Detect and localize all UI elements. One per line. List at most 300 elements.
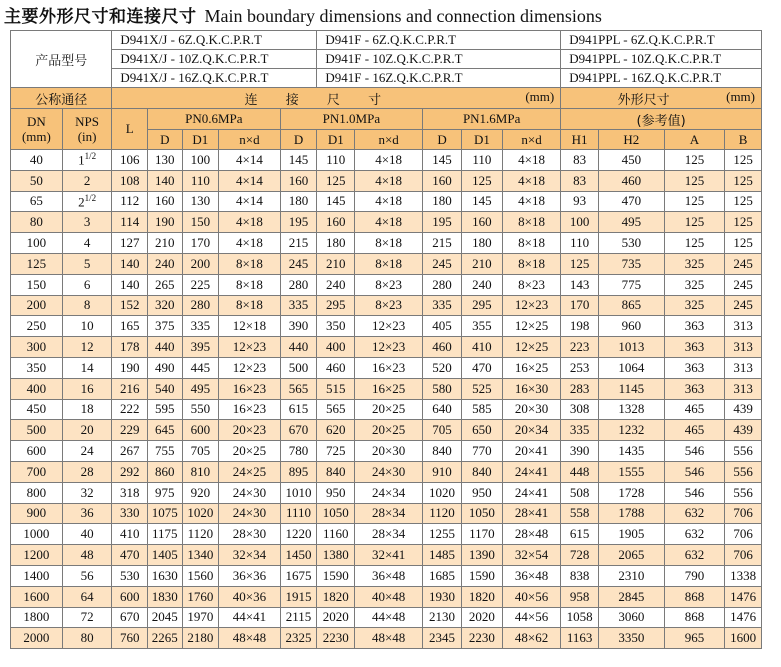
a-cell: 632	[664, 524, 724, 545]
l-cell: 178	[112, 337, 148, 358]
h2-cell: 1145	[598, 378, 664, 399]
h1-cell: 125	[561, 253, 599, 274]
pn06-d1-cell: 335	[182, 316, 219, 337]
l-cell: 106	[112, 150, 148, 171]
pn16-nxd-cell: 8×18	[502, 212, 560, 233]
pn10-nxd-cell: 20×30	[355, 441, 423, 462]
pn06-d-cell: 320	[148, 295, 183, 316]
pn06-d1-cell: 495	[182, 378, 219, 399]
pn10-d1-cell: 1590	[317, 565, 355, 586]
pn10-d1-cell: 110	[317, 150, 355, 171]
a-cell: 125	[664, 191, 724, 212]
pn16-nxd-cell: 28×48	[502, 524, 560, 545]
dn-cell: 900	[11, 503, 63, 524]
table-row	[11, 399, 762, 420]
a-cell: 632	[664, 503, 724, 524]
dn-cell: 50	[11, 170, 63, 191]
table-row	[11, 628, 762, 649]
h1-cell: 728	[561, 545, 599, 566]
pn10-d1-cell: 1050	[317, 503, 355, 524]
pn16-d1-cell: 180	[461, 233, 502, 254]
pn10-nxd-cell: 28×34	[355, 503, 423, 524]
a-cell: 125	[664, 233, 724, 254]
nps-cell: 4	[62, 233, 112, 254]
pn16-d1-cell: 145	[461, 191, 502, 212]
pn06-d1-cell: 1120	[182, 524, 219, 545]
pn16-d1-cell: 240	[461, 274, 502, 295]
pn16-d-cell: 1020	[423, 482, 462, 503]
a-cell: 546	[664, 441, 724, 462]
pn06-d1-cell: 280	[182, 295, 219, 316]
h2-cell: 1905	[598, 524, 664, 545]
h2-cell: 1013	[598, 337, 664, 358]
nps-cell: 56	[62, 565, 112, 586]
l-cell: 140	[112, 274, 148, 295]
pn06-d-cell: 240	[148, 253, 183, 274]
a-cell: 868	[664, 586, 724, 607]
pn10-header: PN1.0MPa	[280, 109, 422, 130]
a-cell: 125	[664, 170, 724, 191]
pn10-d-cell: 390	[280, 316, 317, 337]
overall-unit: (mm)	[726, 88, 755, 104]
table-row	[11, 295, 762, 316]
connection-dimensions-label: 连 接 尺 寸	[244, 92, 394, 108]
table-row	[11, 191, 762, 212]
pn06-d-cell: 1830	[148, 586, 183, 607]
nps-whole: 2	[78, 194, 85, 210]
dn-cell: 800	[11, 482, 63, 503]
pn06-d1-cell: 170	[182, 233, 219, 254]
table-row	[11, 170, 762, 191]
b-cell: 556	[725, 461, 762, 482]
model-cell: D941F - 16Z.Q.K.C.P.R.T	[317, 69, 561, 88]
pn06-d1-cell: 1340	[182, 545, 219, 566]
model-cell: D941PPL - 6Z.Q.K.C.P.R.T	[561, 31, 762, 50]
pn06-d-cell: 540	[148, 378, 183, 399]
pn10-nxd-cell: 20×25	[355, 399, 423, 420]
pn06-d-cell: 140	[148, 170, 183, 191]
b-cell: 556	[725, 482, 762, 503]
pn16-d-cell: 1255	[423, 524, 462, 545]
pn06-d-cell: 130	[148, 150, 183, 171]
model-cell: D941X/J - 6Z.Q.K.C.P.R.T	[112, 31, 317, 50]
pn10-d1-cell: 515	[317, 378, 355, 399]
pn06-d-cell: 210	[148, 233, 183, 254]
h2-cell: 2065	[598, 545, 664, 566]
h2-cell: 1555	[598, 461, 664, 482]
pn10-d-cell: 2115	[280, 607, 317, 628]
pn16-d1-cell: 770	[461, 441, 502, 462]
pn10-d1-cell: 350	[317, 316, 355, 337]
pn10-d1-cell: 180	[317, 233, 355, 254]
pn16-d1-cell: 1820	[461, 586, 502, 607]
b-cell: 313	[725, 337, 762, 358]
pn06-d1-cell: 110	[182, 170, 219, 191]
table-row	[11, 482, 762, 503]
pn10-d1-cell: 950	[317, 482, 355, 503]
pn16-d-cell: 460	[423, 337, 462, 358]
pn16-d-cell: 580	[423, 378, 462, 399]
pn16-nxd-cell: 12×23	[502, 295, 560, 316]
col-h2: H2	[598, 130, 664, 150]
pn06-nxd-cell: 16×23	[219, 378, 280, 399]
b-cell: 313	[725, 316, 762, 337]
dn-cell: 150	[11, 274, 63, 295]
pn06-d-cell: 2045	[148, 607, 183, 628]
pn10-d1-cell: 565	[317, 399, 355, 420]
b-cell: 439	[725, 399, 762, 420]
pn06-d-cell: 860	[148, 461, 183, 482]
pn16-nxd-cell: 8×18	[502, 253, 560, 274]
pn16-d1-cell: 650	[461, 420, 502, 441]
h2-cell: 450	[598, 150, 664, 171]
pn10-d-cell: 145	[280, 150, 317, 171]
pn06-d-cell: 1405	[148, 545, 183, 566]
pn06-d1-cell: 705	[182, 441, 219, 462]
h1-cell: 93	[561, 191, 599, 212]
table-row	[11, 316, 762, 337]
h2-cell: 1328	[598, 399, 664, 420]
nps-cell: 18	[62, 399, 112, 420]
header-row-1	[11, 88, 762, 109]
table-row	[11, 233, 762, 254]
a-cell: 632	[664, 545, 724, 566]
pn06-nxd-cell: 12×18	[219, 316, 280, 337]
pn16-d-cell: 335	[423, 295, 462, 316]
h1-cell: 308	[561, 399, 599, 420]
pn06-nxd-cell: 12×23	[219, 337, 280, 358]
pn16-nxd-cell: 20×34	[502, 420, 560, 441]
nps-cell: 2	[62, 170, 112, 191]
h1-cell: 100	[561, 212, 599, 233]
pn06-nxd-cell: 4×14	[219, 170, 280, 191]
nps-cell: 10	[62, 316, 112, 337]
table-row	[11, 357, 762, 378]
h2-cell: 460	[598, 170, 664, 191]
model-cell: D941PPL - 10Z.Q.K.C.P.R.T	[561, 50, 762, 69]
pn10-d-cell: 1220	[280, 524, 317, 545]
a-cell: 465	[664, 399, 724, 420]
pn16-d1-cell: 410	[461, 337, 502, 358]
pn06-d-cell: 1075	[148, 503, 183, 524]
dimensions-table	[10, 30, 762, 649]
pn10-d-cell: 615	[280, 399, 317, 420]
nps-cell: 72	[62, 607, 112, 628]
pn16-d1-cell: 1390	[461, 545, 502, 566]
b-cell: 245	[725, 274, 762, 295]
b-cell: 706	[725, 524, 762, 545]
pn16-d1-cell: 125	[461, 170, 502, 191]
h2-cell: 3350	[598, 628, 664, 649]
pn06-nxd-cell: 8×18	[219, 274, 280, 295]
pn06-nxd-cell: 16×23	[219, 399, 280, 420]
model-cell: D941F - 10Z.Q.K.C.P.R.T	[317, 50, 561, 69]
col-h1: H1	[561, 130, 599, 150]
dn-cell: 1600	[11, 586, 63, 607]
dn-cell: 2000	[11, 628, 63, 649]
pn06-nxd-cell: 36×36	[219, 565, 280, 586]
nps-cell: 36	[62, 503, 112, 524]
pn16-d1-cell: 1050	[461, 503, 502, 524]
connection-dimensions-header	[112, 88, 561, 109]
pn10-nxd-cell: 24×34	[355, 482, 423, 503]
pn16-nxd-cell: 12×25	[502, 316, 560, 337]
l-cell: 127	[112, 233, 148, 254]
h1-cell: 838	[561, 565, 599, 586]
reference-header: (参考值)	[561, 109, 762, 130]
l-cell: 229	[112, 420, 148, 441]
col-a: A	[664, 130, 724, 150]
pn10-nxd-cell: 8×23	[355, 295, 423, 316]
pn06-d1-cell: 100	[182, 150, 219, 171]
pn10-d1-cell: 1160	[317, 524, 355, 545]
col-nxd: n×d	[219, 130, 280, 150]
pn16-d-cell: 910	[423, 461, 462, 482]
header-row-2	[11, 109, 762, 130]
dn-cell: 600	[11, 441, 63, 462]
h2-cell: 1064	[598, 357, 664, 378]
b-cell: 706	[725, 503, 762, 524]
h1-cell: 223	[561, 337, 599, 358]
h1-cell: 283	[561, 378, 599, 399]
dn-cell: 700	[11, 461, 63, 482]
b-cell: 313	[725, 357, 762, 378]
h1-cell: 615	[561, 524, 599, 545]
pn06-d-cell: 490	[148, 357, 183, 378]
b-cell: 556	[725, 441, 762, 462]
pn10-d1-cell: 400	[317, 337, 355, 358]
pn10-nxd-cell: 36×48	[355, 565, 423, 586]
l-cell: 222	[112, 399, 148, 420]
pn10-nxd-cell: 4×18	[355, 150, 423, 171]
table-row	[11, 607, 762, 628]
pn06-nxd-cell: 48×48	[219, 628, 280, 649]
pn16-d1-cell: 160	[461, 212, 502, 233]
pn06-header: PN0.6MPa	[148, 109, 281, 130]
pn06-d1-cell: 810	[182, 461, 219, 482]
model-cell: D941X/J - 16Z.Q.K.C.P.R.T	[112, 69, 317, 88]
h2-cell: 2310	[598, 565, 664, 586]
pn10-d1-cell: 125	[317, 170, 355, 191]
table-row	[11, 524, 762, 545]
l-cell: 330	[112, 503, 148, 524]
pn06-nxd-cell: 24×30	[219, 503, 280, 524]
table-row	[11, 212, 762, 233]
a-cell: 465	[664, 420, 724, 441]
pn16-d-cell: 180	[423, 191, 462, 212]
b-cell: 125	[725, 150, 762, 171]
l-cell: 190	[112, 357, 148, 378]
pn10-nxd-cell: 4×18	[355, 170, 423, 191]
pn16-nxd-cell: 40×56	[502, 586, 560, 607]
dn-cell: 300	[11, 337, 63, 358]
pn10-d-cell: 500	[280, 357, 317, 378]
pn10-nxd-cell: 8×23	[355, 274, 423, 295]
h1-cell: 143	[561, 274, 599, 295]
pn16-d1-cell: 110	[461, 150, 502, 171]
h2-cell: 1728	[598, 482, 664, 503]
b-cell: 125	[725, 212, 762, 233]
product-model-label: 产品型号	[11, 31, 112, 88]
table-row	[11, 461, 762, 482]
dn-cell: 1200	[11, 545, 63, 566]
pn16-d1-cell: 210	[461, 253, 502, 274]
pn16-nxd-cell: 16×30	[502, 378, 560, 399]
model-row-1	[11, 31, 762, 50]
pn16-d-cell: 1685	[423, 565, 462, 586]
col-d: D	[423, 130, 462, 150]
nominal-diameter-header: 公称通径	[11, 88, 112, 109]
pn10-nxd-cell: 8×18	[355, 253, 423, 274]
pn10-d-cell: 195	[280, 212, 317, 233]
h1-cell: 198	[561, 316, 599, 337]
l-cell: 216	[112, 378, 148, 399]
l-cell: 410	[112, 524, 148, 545]
b-cell: 245	[725, 295, 762, 316]
pn10-nxd-cell: 16×25	[355, 378, 423, 399]
b-cell: 706	[725, 545, 762, 566]
a-cell: 546	[664, 461, 724, 482]
pn06-nxd-cell: 12×23	[219, 357, 280, 378]
pn06-nxd-cell: 24×30	[219, 482, 280, 503]
pn10-d1-cell: 2230	[317, 628, 355, 649]
pn10-d-cell: 335	[280, 295, 317, 316]
pn10-d-cell: 1450	[280, 545, 317, 566]
nps-cell: 32	[62, 482, 112, 503]
pn16-d1-cell: 585	[461, 399, 502, 420]
h1-cell: 558	[561, 503, 599, 524]
pn16-d-cell: 1485	[423, 545, 462, 566]
b-cell: 1600	[725, 628, 762, 649]
pn10-d-cell: 280	[280, 274, 317, 295]
l-cell: 112	[112, 191, 148, 212]
a-cell: 125	[664, 212, 724, 233]
h2-cell: 495	[598, 212, 664, 233]
h1-cell: 83	[561, 150, 599, 171]
pn06-d1-cell: 225	[182, 274, 219, 295]
pn16-d1-cell: 2020	[461, 607, 502, 628]
l-cell: 530	[112, 565, 148, 586]
h1-cell: 1058	[561, 607, 599, 628]
pn06-nxd-cell: 44×41	[219, 607, 280, 628]
pn16-d-cell: 405	[423, 316, 462, 337]
nps-cell: 6	[62, 274, 112, 295]
nps-cell: 80	[62, 628, 112, 649]
pn16-d-cell: 2345	[423, 628, 462, 649]
pn16-nxd-cell: 4×18	[502, 150, 560, 171]
pn16-nxd-cell: 28×41	[502, 503, 560, 524]
pn10-d1-cell: 460	[317, 357, 355, 378]
table-row	[11, 441, 762, 462]
pn10-d1-cell: 210	[317, 253, 355, 274]
pn16-nxd-cell: 8×23	[502, 274, 560, 295]
nps-unit: (in)	[77, 129, 97, 144]
table-row	[11, 150, 762, 171]
pn06-d-cell: 160	[148, 191, 183, 212]
overall-dimensions-label: 外形尺寸	[617, 92, 670, 108]
pn10-nxd-cell: 48×48	[355, 628, 423, 649]
h1-cell: 253	[561, 357, 599, 378]
nps-cell	[62, 150, 112, 171]
pn10-d1-cell: 725	[317, 441, 355, 462]
pn10-d-cell: 565	[280, 378, 317, 399]
pn16-d1-cell: 1170	[461, 524, 502, 545]
h1-cell: 390	[561, 441, 599, 462]
col-nxd: n×d	[502, 130, 560, 150]
nps-cell: 64	[62, 586, 112, 607]
pn10-nxd-cell: 16×23	[355, 357, 423, 378]
pn10-d-cell: 1110	[280, 503, 317, 524]
a-cell: 546	[664, 482, 724, 503]
pn10-d-cell: 160	[280, 170, 317, 191]
dn-cell: 125	[11, 253, 63, 274]
pn06-d-cell: 975	[148, 482, 183, 503]
h2-cell: 775	[598, 274, 664, 295]
pn16-d1-cell: 950	[461, 482, 502, 503]
pn16-d1-cell: 1590	[461, 565, 502, 586]
pn16-d1-cell: 525	[461, 378, 502, 399]
pn06-nxd-cell: 4×18	[219, 233, 280, 254]
pn06-d-cell: 375	[148, 316, 183, 337]
table-row	[11, 274, 762, 295]
l-cell: 140	[112, 253, 148, 274]
b-cell: 245	[725, 253, 762, 274]
pn06-nxd-cell: 4×18	[219, 212, 280, 233]
pn10-d-cell: 780	[280, 441, 317, 462]
pn06-d1-cell: 1020	[182, 503, 219, 524]
pn10-d-cell: 1915	[280, 586, 317, 607]
pn06-d-cell: 755	[148, 441, 183, 462]
dn-label: DN	[27, 114, 46, 129]
model-cell: D941F - 6Z.Q.K.C.P.R.T	[317, 31, 561, 50]
b-cell: 125	[725, 170, 762, 191]
a-cell: 325	[664, 253, 724, 274]
pn16-d1-cell: 2230	[461, 628, 502, 649]
l-cell: 114	[112, 212, 148, 233]
pn16-nxd-cell: 20×41	[502, 441, 560, 462]
h1-cell: 335	[561, 420, 599, 441]
table-row	[11, 565, 762, 586]
pn06-d-cell: 265	[148, 274, 183, 295]
pn06-d1-cell: 200	[182, 253, 219, 274]
pn16-d1-cell: 840	[461, 461, 502, 482]
l-cell: 670	[112, 607, 148, 628]
pn16-d-cell: 520	[423, 357, 462, 378]
nps-cell: 16	[62, 378, 112, 399]
pn16-d-cell: 640	[423, 399, 462, 420]
pn06-d1-cell: 150	[182, 212, 219, 233]
nps-fraction: 1/2	[84, 192, 97, 203]
pn10-d1-cell: 620	[317, 420, 355, 441]
dn-cell: 450	[11, 399, 63, 420]
pn06-d-cell: 595	[148, 399, 183, 420]
a-cell: 363	[664, 378, 724, 399]
h1-cell: 1163	[561, 628, 599, 649]
dn-cell: 40	[11, 150, 63, 171]
a-cell: 868	[664, 607, 724, 628]
h2-cell: 1788	[598, 503, 664, 524]
pn10-d-cell: 2325	[280, 628, 317, 649]
pn10-nxd-cell: 44×48	[355, 607, 423, 628]
dn-cell: 1400	[11, 565, 63, 586]
h1-cell: 83	[561, 170, 599, 191]
pn10-d-cell: 895	[280, 461, 317, 482]
nps-cell: 8	[62, 295, 112, 316]
pn16-d-cell: 840	[423, 441, 462, 462]
h2-cell: 2845	[598, 586, 664, 607]
pn06-d-cell: 2265	[148, 628, 183, 649]
nps-cell: 14	[62, 357, 112, 378]
